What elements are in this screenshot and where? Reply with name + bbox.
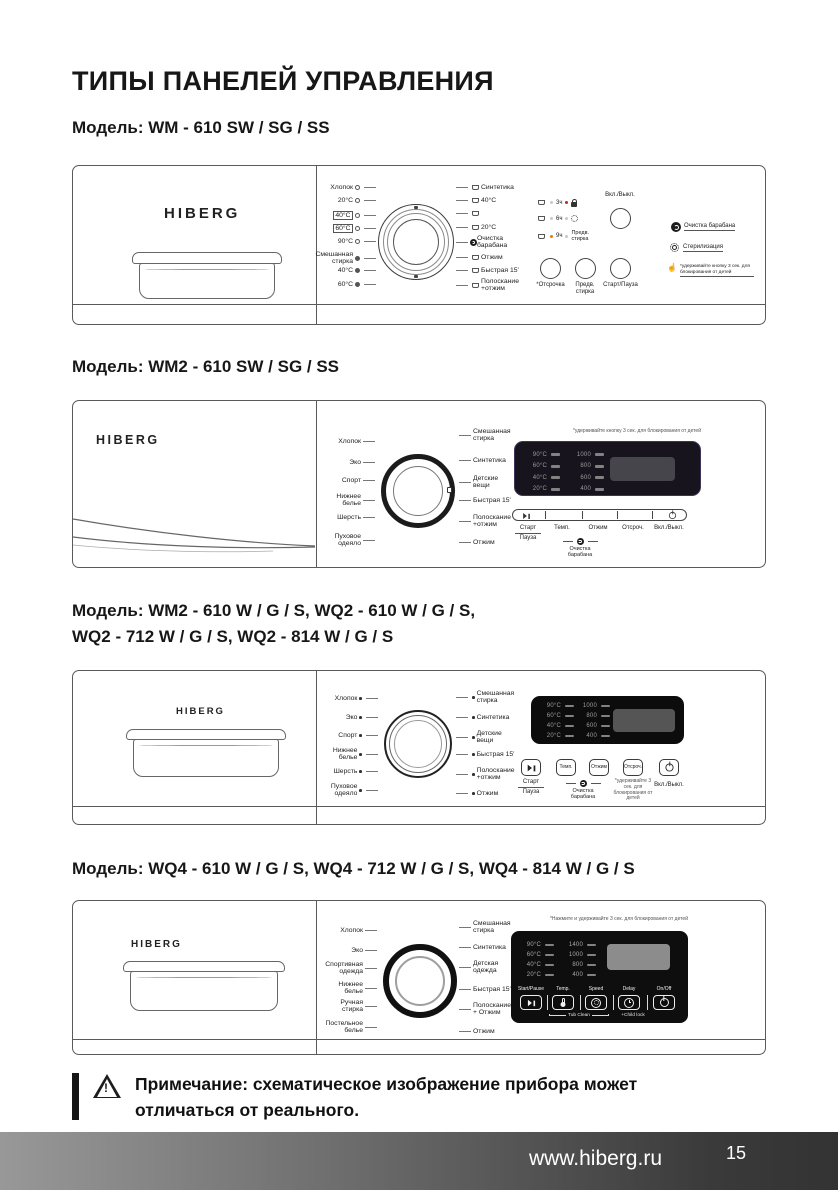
dial-label: Смешанная стирка — [457, 920, 515, 935]
tub-clean-note: Tub Clean — [549, 1013, 609, 1018]
dial-label: 40°C — [333, 211, 378, 220]
program-icon — [472, 185, 479, 190]
display-panel — [531, 696, 684, 744]
led — [565, 217, 568, 220]
sterilization-icon — [672, 245, 677, 250]
program-icon — [472, 198, 479, 203]
dial-label: 40°C — [454, 197, 496, 204]
dial-label: Полоскание +отжим — [454, 767, 519, 782]
indicator-dash — [601, 725, 610, 728]
footer-bar — [0, 1132, 838, 1190]
dial-label: 20°C — [338, 197, 378, 204]
spin-speed-column: 1000 800 600 400 — [571, 449, 604, 495]
delay-label: Отсроч. — [622, 525, 644, 531]
temp-button: Темп. — [556, 759, 576, 776]
website-url: www.hiberg.ru — [528, 1147, 662, 1170]
dial-ring — [394, 720, 442, 768]
dial-ring — [393, 219, 439, 265]
temperature-column: 90°C 60°C 40°C 20°C — [527, 449, 560, 495]
indicator-dash — [587, 954, 596, 957]
dial-label: Быстрая 15' — [454, 267, 519, 274]
detergent-drawer — [139, 263, 275, 299]
power-icon — [665, 763, 673, 771]
drum-clean-icon — [470, 239, 477, 246]
load-icon — [538, 234, 545, 239]
indicator-row-6h: 6ч — [536, 215, 578, 222]
start-pause-button — [520, 995, 542, 1010]
power-label: Вкл./Выкл. — [605, 192, 635, 198]
note-text-line1: Примечание: схематическое изображение прибора может — [135, 1074, 638, 1094]
led — [565, 235, 568, 238]
start-pause-label: Старт Пауза — [506, 525, 550, 541]
panel-divider — [316, 401, 317, 567]
temp-button — [552, 995, 574, 1010]
dial-label: Синтетика — [454, 184, 514, 191]
dial-label: Хлопок — [340, 927, 379, 934]
speed-button — [585, 995, 607, 1010]
kick-line — [73, 304, 765, 305]
prewash-label: Предв. стирка — [575, 282, 595, 295]
dial-label: 20°C — [454, 224, 496, 231]
delay-button — [618, 995, 640, 1010]
dial-label: Детские вещи — [454, 730, 519, 745]
gear-icon — [571, 215, 578, 222]
dial-label: Шерсть — [334, 768, 380, 775]
dial-label: Синтетика — [457, 944, 506, 951]
play-pause-icon — [523, 513, 530, 519]
dial-label: Отжим — [454, 790, 498, 797]
temp-label: Temp. — [556, 986, 570, 992]
lcd-screen — [610, 457, 675, 481]
indicator-dash — [545, 964, 554, 967]
display-panel — [514, 441, 701, 496]
indicator-dash — [565, 725, 574, 728]
dial-label: Детские вещи — [457, 475, 515, 490]
page-title: ТИПЫ ПАНЕЛЕЙ УПРАВЛЕНИЯ — [72, 66, 494, 96]
brand-logo: HIBERG — [164, 205, 241, 222]
dial-label: Синтетика — [454, 714, 509, 721]
lock-icon — [571, 202, 577, 207]
dial-ring — [395, 956, 445, 1006]
start-pause-button — [610, 258, 631, 279]
indicator-dash — [601, 705, 610, 708]
indicator-dash — [565, 715, 574, 718]
indicator-dash — [587, 964, 596, 967]
indicator-dash — [551, 453, 560, 456]
spin-label: Отжим — [588, 525, 608, 531]
dial-label: Быстрая 15' — [457, 986, 511, 993]
program-icon — [472, 268, 479, 273]
spin-icon — [591, 998, 601, 1008]
power-label: Вкл./Выкл. — [654, 525, 684, 531]
brand-logo: HIBERG — [131, 939, 182, 950]
program-icon — [472, 255, 479, 260]
dial-label: Ручная стирка — [321, 999, 379, 1014]
model-heading-3-line1: Модель: WM2 - 610 W / G / S, WQ2 - 610 W / G / S, — [72, 601, 476, 620]
drum-clean-icon — [577, 538, 584, 545]
indicator-dash — [587, 974, 596, 977]
program-icon — [355, 282, 360, 287]
kick-line — [73, 1039, 765, 1040]
dial-label: Эко — [349, 459, 377, 466]
dial-label: Спорт — [338, 732, 380, 739]
dial-label: Смешанная стирка — [311, 251, 378, 266]
led-red — [565, 201, 568, 204]
dial-label: Отжим — [457, 539, 495, 546]
drum-clean-note: Очистка барабана — [565, 780, 601, 800]
drum-clean-note: Очистка барабана — [563, 538, 597, 558]
indicator-dash — [587, 944, 596, 947]
dial-label: Быстрая 15' — [454, 751, 514, 758]
dial-label: Отжим — [454, 254, 503, 261]
panel-wm-610 — [72, 165, 766, 325]
dial-label: Хлопок — [330, 184, 378, 191]
indicator-row-3h: 3ч — [536, 199, 577, 207]
led — [550, 217, 553, 220]
program-icon — [472, 283, 479, 288]
dial-label: Эко — [346, 714, 380, 721]
clock-icon — [624, 998, 634, 1008]
indicator-dash — [601, 715, 610, 718]
prewash-button — [575, 258, 596, 279]
program-icon — [355, 239, 360, 244]
indicator-dash — [551, 488, 560, 491]
indicator-dash — [565, 735, 574, 738]
power-icon — [660, 998, 669, 1007]
dial-label: Эко — [351, 947, 379, 954]
dial-label: Отжим — [457, 1028, 495, 1035]
child-lock-note: ☝ *удерживайте кнопку 3 сек. для блокирования от детей — [667, 264, 754, 277]
led — [550, 201, 553, 204]
temperature-column: 90°C 60°C 40°C 20°C — [541, 701, 574, 741]
onoff-label: On/Off — [656, 986, 672, 992]
indicator-dash — [595, 476, 604, 479]
thermometer-icon — [562, 998, 565, 1006]
dial-label: Полоскание + Отжим — [457, 1002, 515, 1017]
page-number: 15 — [725, 1143, 746, 1163]
program-icon — [355, 198, 360, 203]
dial-label: Быстрая 15' — [457, 497, 511, 504]
dial-label: Нижнее белье — [319, 493, 377, 508]
drum-clean-icon — [671, 222, 681, 232]
indicator-dash — [595, 488, 604, 491]
indicator-dash — [595, 453, 604, 456]
brand-logo: HIBERG — [96, 433, 160, 447]
dial-label: Нижнее белье — [315, 747, 380, 762]
spin-speed-column: 1400 1000 800 400 — [563, 940, 596, 980]
led-orange — [550, 235, 553, 238]
dial-label: Детская одежда — [457, 960, 515, 975]
indicator-dash — [551, 476, 560, 479]
dial-label: Пуховое одеяло — [315, 783, 380, 798]
brand-logo: HIBERG — [176, 706, 225, 717]
dial-label: Смешанная стирка — [457, 428, 515, 443]
dial-label: Очистка барабана — [454, 235, 519, 250]
spin-speed-column: 1000 800 600 400 — [577, 701, 610, 741]
child-lock-label: +Child lock — [621, 1013, 645, 1018]
dial-label: Пуховое одеяло — [319, 533, 377, 548]
dial-label: Синтетика — [457, 457, 506, 464]
dial-label: 90°C — [338, 238, 378, 245]
program-icon — [472, 211, 479, 216]
detergent-drawer — [133, 739, 279, 777]
delay-button: Отсроч. — [623, 759, 643, 776]
delay-button — [540, 258, 561, 279]
program-icon — [355, 268, 360, 273]
temp-label: Темп. — [554, 525, 570, 531]
button-strip — [512, 509, 687, 521]
dial-label: Хлопок — [338, 438, 377, 445]
dial-label: Спортивная одежда — [321, 961, 379, 976]
indicator-dash — [551, 465, 560, 468]
drum-clean-icon — [580, 780, 587, 787]
child-lock-note: *Нажмите и удерживайте 3 сек. для блокирования от детей — [549, 916, 688, 922]
indicator-dash — [545, 954, 554, 957]
dial-label: 60°C — [338, 281, 378, 288]
panel-wq4 — [72, 900, 766, 1055]
dial-label: Шерсть — [337, 514, 377, 521]
model-heading-1: Модель: WM - 610 SW / SG / SS — [72, 118, 330, 137]
temperature-column: 90°C 60°C 40°C 20°C — [523, 940, 554, 980]
panel-wm2-wq2 — [72, 670, 766, 825]
door-handle-curve — [73, 499, 316, 569]
kick-line — [73, 806, 765, 807]
speed-label: Speed — [588, 986, 604, 992]
child-lock-note: *удерживайте 3 сек. для блокирования от детей — [613, 778, 653, 802]
control-panel — [511, 931, 688, 1023]
program-icon — [355, 256, 360, 261]
dial-label: Спорт — [342, 477, 377, 484]
play-pause-icon — [527, 764, 535, 771]
note-text-line2: отличаться от реального. — [135, 1100, 360, 1120]
indicator-dash — [545, 974, 554, 977]
indicator-dash — [595, 465, 604, 468]
power-icon — [669, 512, 676, 519]
indicator-row-9h: 9ч Предв. стирка — [536, 230, 599, 242]
dial-label: Полоскание +отжим — [454, 278, 523, 293]
feature-drum-clean: Очистка барабана — [671, 222, 735, 232]
model-heading-3-line2: WQ2 - 712 W / G / S, WQ2 - 814 W / G / S — [72, 627, 394, 646]
power-label: Вкл./Выкл. — [654, 782, 684, 788]
load-icon — [538, 216, 545, 221]
warning-icon: ! — [93, 1074, 121, 1098]
power-button — [659, 759, 679, 776]
model-heading-2: Модель: WM2 - 610 SW / SG / SS — [72, 357, 340, 376]
model-heading-4: Модель: WQ4 - 610 W / G / S, WQ4 - 712 W / G / S, WQ4 - 814 W / G / S — [72, 859, 635, 878]
program-icon — [355, 185, 360, 190]
dial-ring — [393, 466, 443, 516]
indicator-dash — [545, 944, 554, 947]
note-accent-bar — [72, 1073, 79, 1120]
dial-label: Хлопок — [335, 695, 380, 702]
start-pause-label: Старт Пауза — [509, 779, 553, 795]
detergent-drawer — [130, 971, 278, 1011]
power-button — [653, 995, 675, 1010]
load-icon — [538, 200, 545, 205]
start-pause-label: Start/Pause — [517, 986, 545, 992]
panel-divider — [316, 901, 317, 1054]
lcd-screen — [607, 944, 670, 970]
dial-label: Смешанная стирка — [454, 690, 519, 705]
delay-label: *Отсрочка — [536, 282, 565, 288]
program-icon — [355, 213, 360, 218]
dial-label: Нижнее белье — [321, 981, 379, 996]
delay-label: Delay — [622, 986, 636, 992]
child-lock-note: *удерживайте кнопку 3 сек. для блокирования от детей — [572, 428, 701, 434]
panel-divider — [316, 166, 317, 324]
program-icon — [472, 225, 479, 230]
dial-tick — [414, 275, 418, 278]
dial-label: Полоскание +отжим — [457, 514, 515, 529]
dial-marker — [447, 487, 452, 493]
play-pause-icon — [527, 999, 534, 1005]
dial-label — [454, 211, 481, 216]
dial-label: 60°C — [333, 224, 378, 233]
power-button — [610, 208, 631, 229]
panel-wm2-610-s — [72, 400, 766, 568]
start-pause-label: Старт/Пауза — [603, 282, 638, 288]
dial-tick — [414, 206, 418, 209]
lcd-screen — [613, 709, 675, 732]
dial-label: 40°C — [338, 267, 378, 274]
program-icon — [355, 226, 360, 231]
dial-label: Постельное белье — [321, 1020, 379, 1035]
feature-sterilization: Стерилизация — [669, 242, 723, 253]
hand-icon: ☝ — [667, 263, 677, 272]
indicator-dash — [565, 705, 574, 708]
start-pause-button — [521, 759, 541, 776]
indicator-dash — [601, 735, 610, 738]
spin-button: Отжим — [589, 759, 609, 776]
